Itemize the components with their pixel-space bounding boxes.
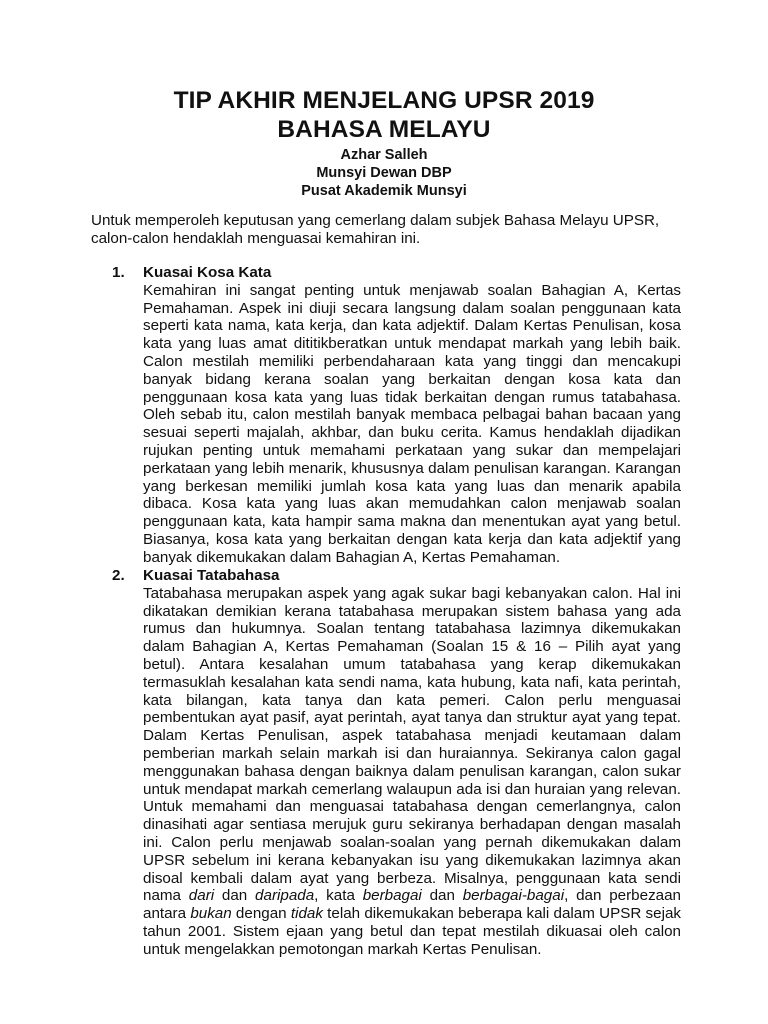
- section-body: [143, 282, 681, 567]
- document-title-line-2: BAHASA MELAYU: [277, 116, 491, 143]
- section-body: [143, 585, 681, 959]
- section-title: Kuasai Kosa Kata: [143, 264, 272, 281]
- section-paragraph: [143, 585, 681, 959]
- section-heading: [91, 264, 681, 282]
- paragraph-text: telah dikemukakan beberapa kali dalam UPSR sejak tahun 2001. Sistem ejaan yang betul dan tepat mestilah dikuasai oleh calon untuk mengelakkan pemotongan markah Kertas Penulisan.: [143, 905, 681, 958]
- paragraph-text: , kata: [314, 887, 363, 905]
- section-paragraph: Kemahiran ini sangat penting untuk menjawab soalan Bahagian A, Kertas Pemahaman. Aspek ini diuji secara langsung dalam soalan penggunaan kata seperti kata nama, kata kerja, dan kata adjektif. Dalam Kertas Penulisan, kosa kata yang luas amat dititikberatkan untuk mendapat markah yang lebih baik. Calon mestilah memiliki perbendaharaan kata yang tinggi dan mencakupi banyak bidang kerana soalan yang berkaitan dengan kosa kata dan penggunaan kosa kata yang luas tidak berkaitan dengan rumus tatabahasa. Oleh sebab itu, calon mestilah banyak membaca pelbagai bahan bacaan yang sesuai seperti majalah, akhbar, dan buku cerita. Kamus hendaklah dijadikan rujukan penting untuk memahami perkataan yang sukar dan mempelajari perkataan yang lebih menarik, khususnya dalam penulisan karangan. Karangan yang berkesan memiliki jumlah kosa kata yang luas dan menarik apabila dibaca. Kosa kata yang luas akan memudahkan calon menjawab soalan penggunaan kata, kata hampir sama makna dan menentukan ayat yang betul. Biasanya, kosa kata yang berkaitan dengan kata kerja dan kata adjektif yang banyak dikemukakan dalam Bahagian A, Kertas Pemahaman.: [143, 281, 681, 566]
- paragraph-text: dan: [214, 887, 256, 905]
- section-tatabahasa: [91, 567, 681, 959]
- section-kosa-kata: [91, 264, 681, 567]
- document-header: [0, 86, 768, 200]
- paragraph-text: dan: [421, 887, 463, 905]
- section-heading: [91, 567, 681, 585]
- document-title-line-1: TIP AKHIR MENJELANG UPSR 2019: [173, 87, 595, 114]
- italic-word-bukan: bukan: [190, 905, 232, 923]
- section-number: 1.: [112, 264, 125, 281]
- paragraph-text: , dan perbezaan antara: [143, 887, 681, 923]
- italic-word-tidak: tidak: [290, 905, 323, 923]
- author-position: Munsyi Dewan DBP: [316, 165, 452, 181]
- italic-word-berbagai: berbagai: [362, 887, 422, 905]
- author-name: Azhar Salleh: [340, 147, 428, 163]
- author-organization: Pusat Akademik Munsyi: [301, 183, 467, 199]
- italic-word-daripada: daripada: [255, 887, 315, 905]
- paragraph-text: dengan: [231, 905, 291, 923]
- section-number: 2.: [112, 567, 125, 584]
- italic-word-berbagai-bagai: berbagai-bagai: [462, 887, 565, 905]
- section-title: Kuasai Tatabahasa: [143, 567, 280, 584]
- italic-word-dari: dari: [188, 887, 215, 905]
- paragraph-text: Tatabahasa merupakan aspek yang agak sukar bagi kebanyakan calon. Hal ini dikatakan demikian kerana tatabahasa merupakan sistem bahasa yang ada rumus dan hukumnya. Soalan tentang tatabahasa lazimnya dikemukakan dalam Bahagian A, Kertas Pemahaman (Soalan 15 & 16 – Pilih ayat yang betul). Antara kesalahan umum tatabahasa yang kerap dikemukakan termasuklah kesalahan kata sendi nama, kata hubung, kata nafi, kata perintah, kata bilangan, kata tanya dan kata pemeri. Calon perlu menguasai pembentukan ayat pasif, ayat perintah, ayat tanya dan struktur ayat yang tepat. Dalam Kertas Penulisan, aspek tatabahasa menjadi keutamaan dalam pemberian markah selain markah isi dan huraiannya. Sekiranya calon gagal menggunakan bahasa dengan baiknya dalam penulisan karangan, calon sukar untuk mendapat markah cemerlang walaupun ada isi dan huraian yang relevan. Untuk memahami dan menguasai tatabahasa dengan cemerlangnya, calon dinasihati agar sentiasa merujuk guru sekiranya berhadapan dengan masalah ini. Calon perlu menjawab soalan-soalan yang pernah dikemukakan dalam UPSR sebelum ini kerana kebanyakan isu yang dikemukakan lazimnya akan disoal kembali dalam ayat yang berbeza. Misalnya, penggunaan kata sendi nama: [143, 584, 681, 905]
- intro-paragraph: Untuk memperoleh keputusan yang cemerlang dalam subjek Bahasa Melayu UPSR, calon-calon hendaklah menguasai kemahiran ini.: [91, 212, 660, 247]
